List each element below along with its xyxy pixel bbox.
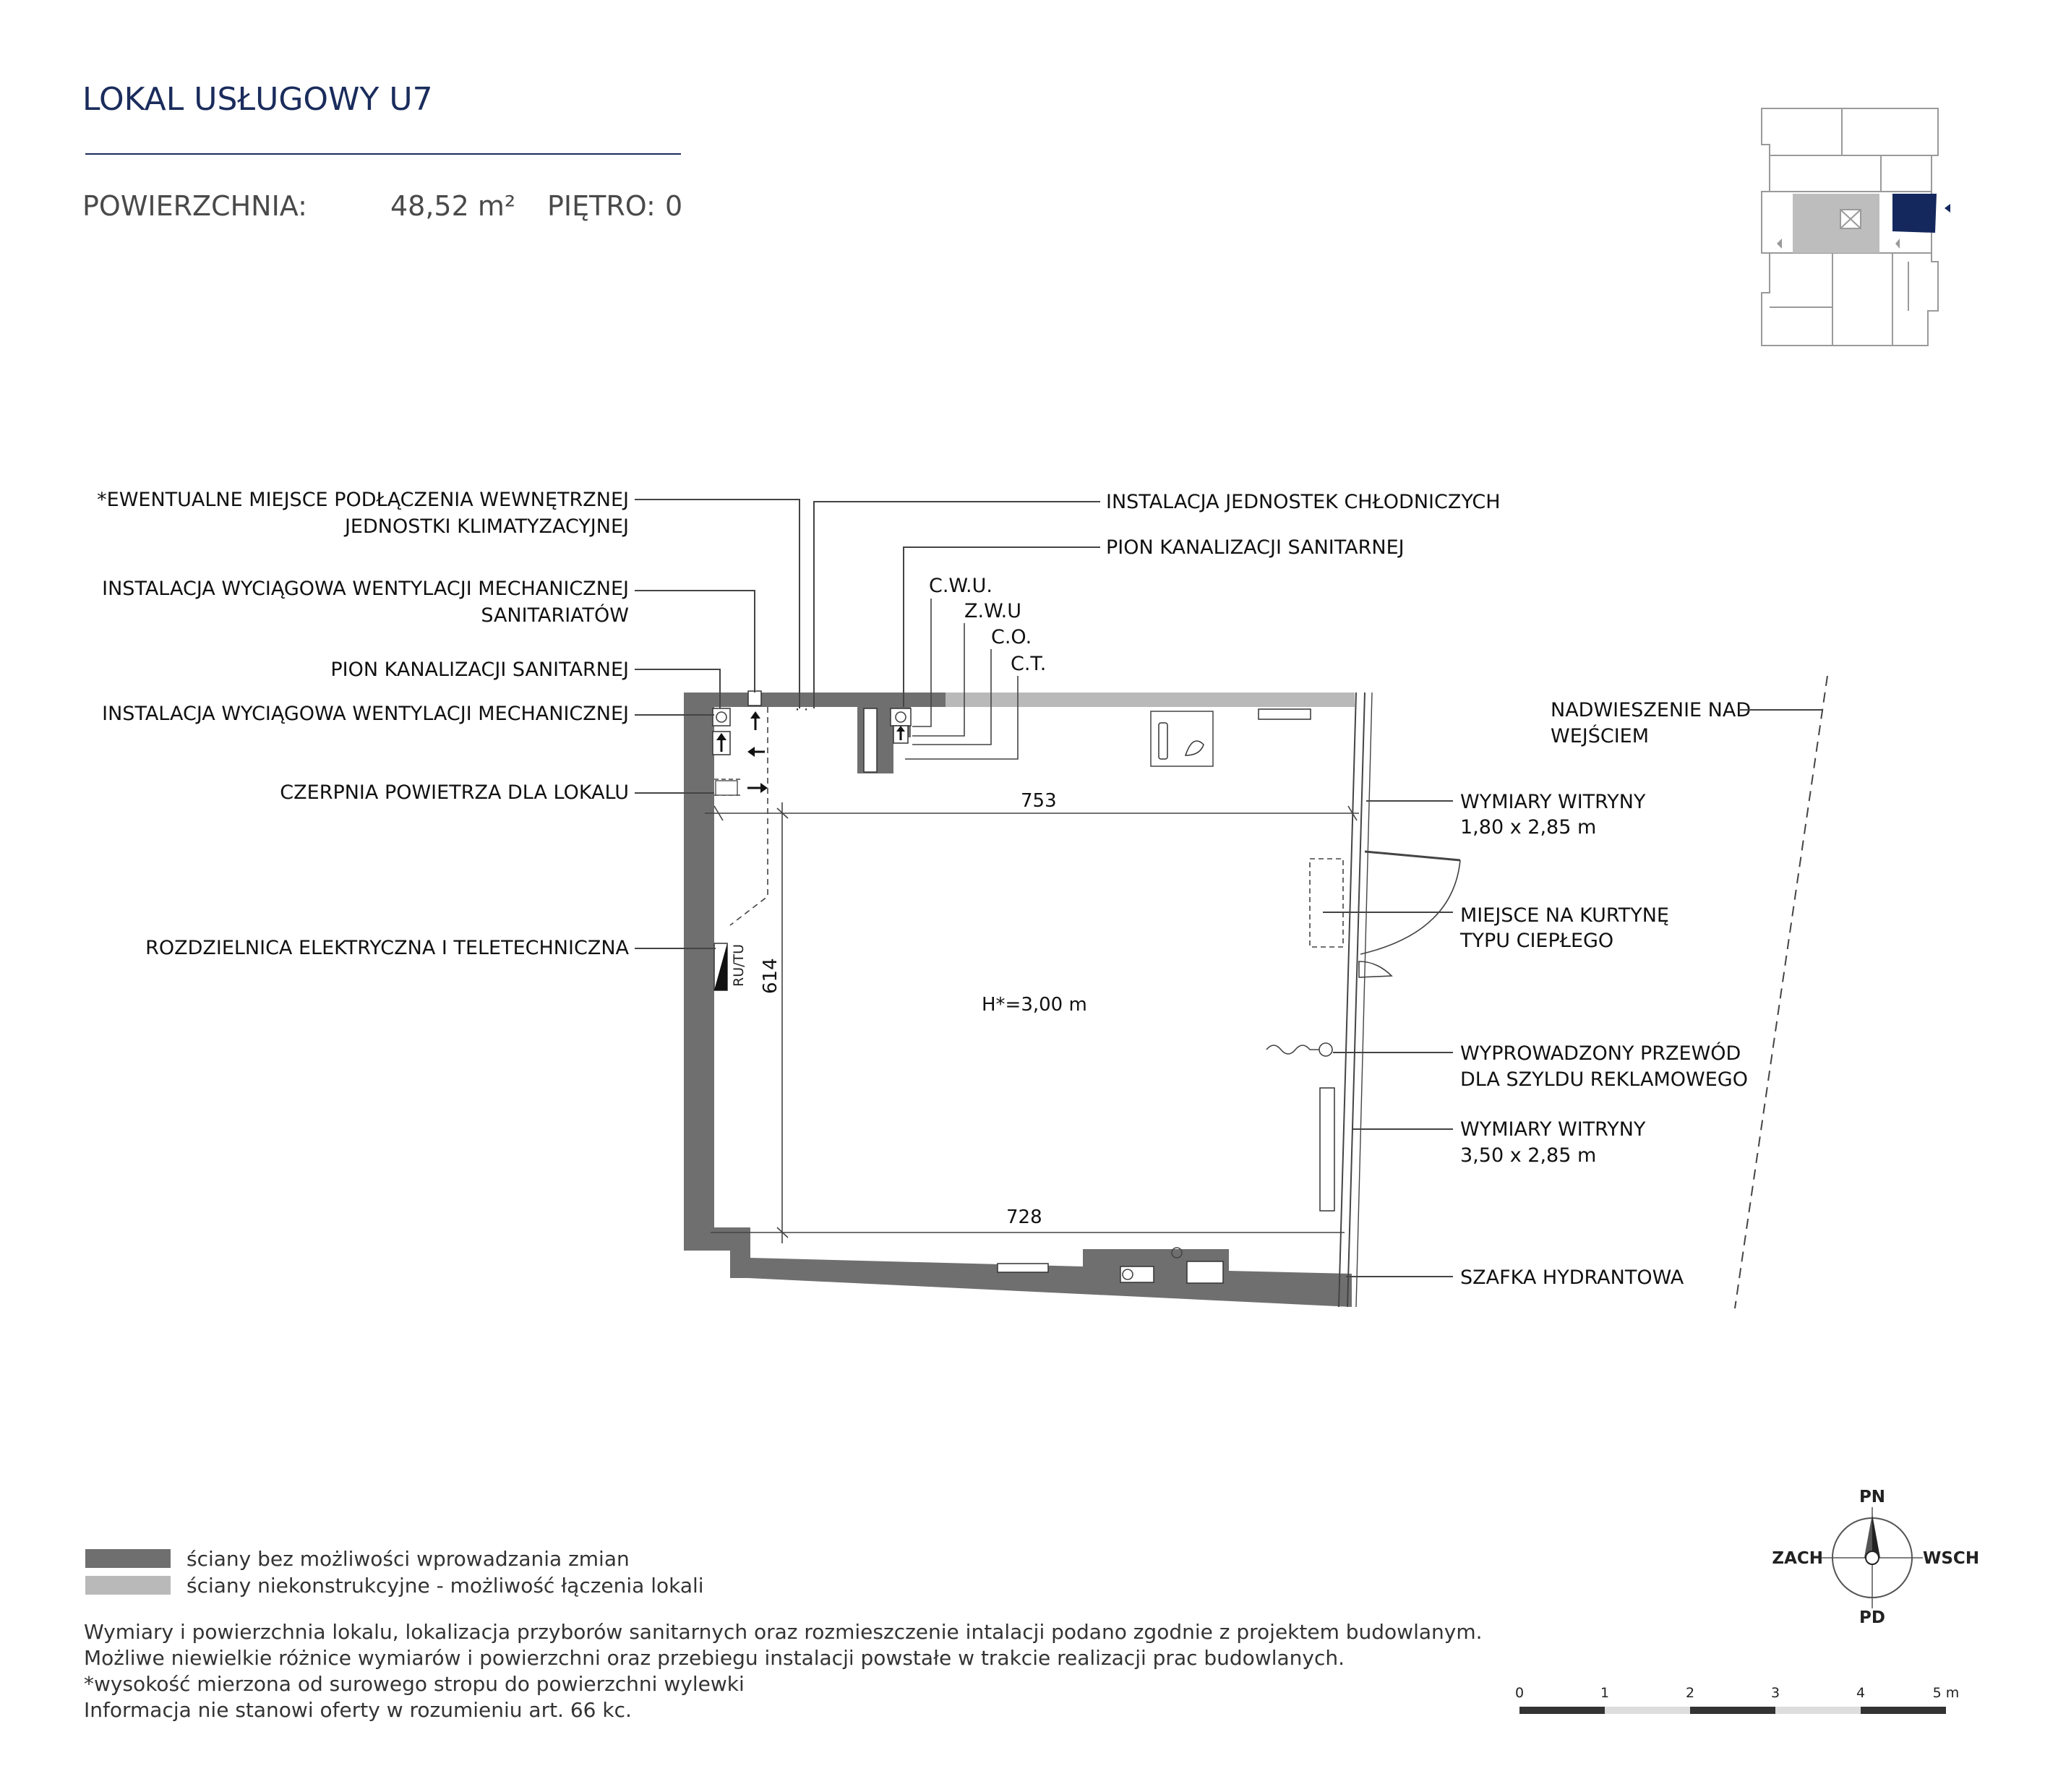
dimension-depth: 614 [760, 958, 781, 994]
callout-window1-line2: 1,80 x 2,85 m [1460, 816, 1597, 839]
partition-wall [946, 693, 1355, 707]
callout-curtain-line1: MIEJSCE NA KURTYNĘ [1460, 904, 1669, 927]
area-label: POWIERZCHNIA: [82, 190, 307, 222]
scale-bar [1515, 1685, 1959, 1714]
callout-air-intake: CZERPNIA POWIETRZA DLA LOKALU [280, 781, 629, 804]
legend-structural-text: ściany bez możliwości wprowadzania zmian [187, 1547, 630, 1571]
callout-sanitary-vent-line2: SANITARIATÓW [481, 604, 629, 627]
dimension-top-width: 753 [1021, 790, 1057, 812]
key-plan [1762, 108, 1950, 346]
note-line-3: *wysokość mierzona od surowego stropu do powierzchni wylewki [84, 1672, 745, 1696]
floor-label: PIĘTRO: [547, 190, 656, 222]
canopy-outline [1735, 676, 1827, 1308]
callout-window2-line1: WYMIARY WITRYNY [1460, 1118, 1646, 1141]
ventilation-duct-icon [713, 708, 730, 726]
callout-ac-line2: JEDNOSTKI KLIMATYZACYJNEJ [344, 515, 629, 538]
refrigeration-marker: · · [795, 702, 809, 718]
callout-ac-line1: *EWENTUALNE MIEJSCE PODŁĄCZENIA WEWNĘTRZNEJ [97, 489, 629, 511]
compass-east: WSCH [1923, 1549, 1980, 1568]
note-line-1: Wymiary i powierzchnia lokalu, lokalizacja przyborów sanitarnych oraz rozmieszczenie intalacji podano zgodnie z projektem budowlanym. [84, 1620, 1483, 1644]
callout-canopy-line1: NADWIESZENIE NAD [1551, 699, 1752, 721]
scale-tick-4: 4 [1856, 1685, 1866, 1701]
scale-tick-2: 2 [1685, 1685, 1695, 1701]
callout-window1-line1: WYMIARY WITRYNY [1460, 791, 1646, 813]
pipe-co: C.O. [991, 626, 1032, 648]
compass-north: PN [1858, 1488, 1886, 1506]
callout-sign-cable-line2: DLA SZYLDU REKLAMOWEGO [1460, 1068, 1748, 1091]
callout-refrigeration: INSTALACJA JEDNOSTEK CHŁODNICZYCH [1106, 491, 1501, 513]
right-callouts [1323, 676, 1827, 1308]
dimension-bottom-width: 728 [1006, 1206, 1042, 1228]
air-intake-icon [716, 781, 737, 795]
dimension-lines [705, 802, 1359, 1243]
ceiling-height: H*=3,00 m [982, 994, 1087, 1016]
scale-tick-0: 0 [1514, 1685, 1525, 1701]
legend [85, 1547, 704, 1598]
legend-swatch-partition [85, 1576, 171, 1595]
scale-end-label: 5 m [1932, 1685, 1960, 1701]
floor-value: 0 [665, 190, 683, 222]
scale-tick-3: 3 [1770, 1685, 1780, 1701]
callout-hydrant: SZAFKA HYDRANTOWA [1460, 1266, 1684, 1289]
callout-sanitary-vent-line1: INSTALACJA WYCIĄGOWA WENTYLACJI MECHANICZNEJ [102, 578, 629, 600]
page-title: LOKAL USŁUGOWY U7 [82, 81, 433, 118]
compass-rose [1772, 1488, 1979, 1627]
legend-swatch-structural [85, 1549, 171, 1568]
callout-canopy-line2: WEJŚCIEM [1551, 725, 1650, 747]
entrance-door [1359, 852, 1460, 977]
pipe-cwu: C.W.U. [929, 575, 993, 597]
pipe-ct: C.T. [1011, 653, 1047, 675]
radiator-icon [1259, 709, 1311, 719]
callout-window2-line2: 3,50 x 2,85 m [1460, 1144, 1597, 1167]
fire-extinguisher-icon [1151, 711, 1213, 766]
note-line-4: Informacja nie stanowi oferty w rozumieniu art. 66 kc. [84, 1698, 632, 1722]
callout-mech-vent: INSTALACJA WYCIĄGOWA WENTYLACJI MECHANICZNEJ [102, 703, 629, 725]
hydrant-cabinet-icon [1187, 1261, 1223, 1283]
legend-partition-text: ściany niekonstrukcyjne - możliwość łączenia lokali [187, 1574, 704, 1598]
switchboard-tag: RU/TU [731, 943, 747, 987]
compass-south: PD [1859, 1608, 1885, 1627]
callout-switchboard: ROZDZIELNICA ELEKTRYCZNA I TELETECHNICZNA [145, 937, 629, 959]
note-line-2: Możliwe niewielkie różnice wymiarów i powierzchni oraz przebiegu instalacji powstałe w trakcie realizacji prac budowlanych. [84, 1646, 1345, 1670]
scale-tick-1: 1 [1600, 1685, 1610, 1701]
sign-cable-icon [1266, 1045, 1319, 1054]
callout-sign-cable-line1: WYPROWADZONY PRZEWÓD [1460, 1042, 1741, 1065]
storefront-facade [1339, 693, 1372, 1307]
callout-curtain-line2: TYPU CIEPŁEGO [1460, 930, 1614, 952]
sewer-riser-icon [748, 691, 761, 706]
area-value: 48,52 m² [390, 190, 516, 222]
pipe-zwu: Z.W.U [964, 600, 1022, 622]
compass-west: ZACH [1772, 1549, 1823, 1568]
disclaimer-notes [84, 1620, 1483, 1722]
air-curtain-zone [1310, 859, 1343, 947]
callout-sewer-riser-top: PION KANALIZACJI SANITARNEJ [1106, 536, 1405, 559]
callout-sewer-riser: PION KANALIZACJI SANITARNEJ [330, 659, 629, 681]
